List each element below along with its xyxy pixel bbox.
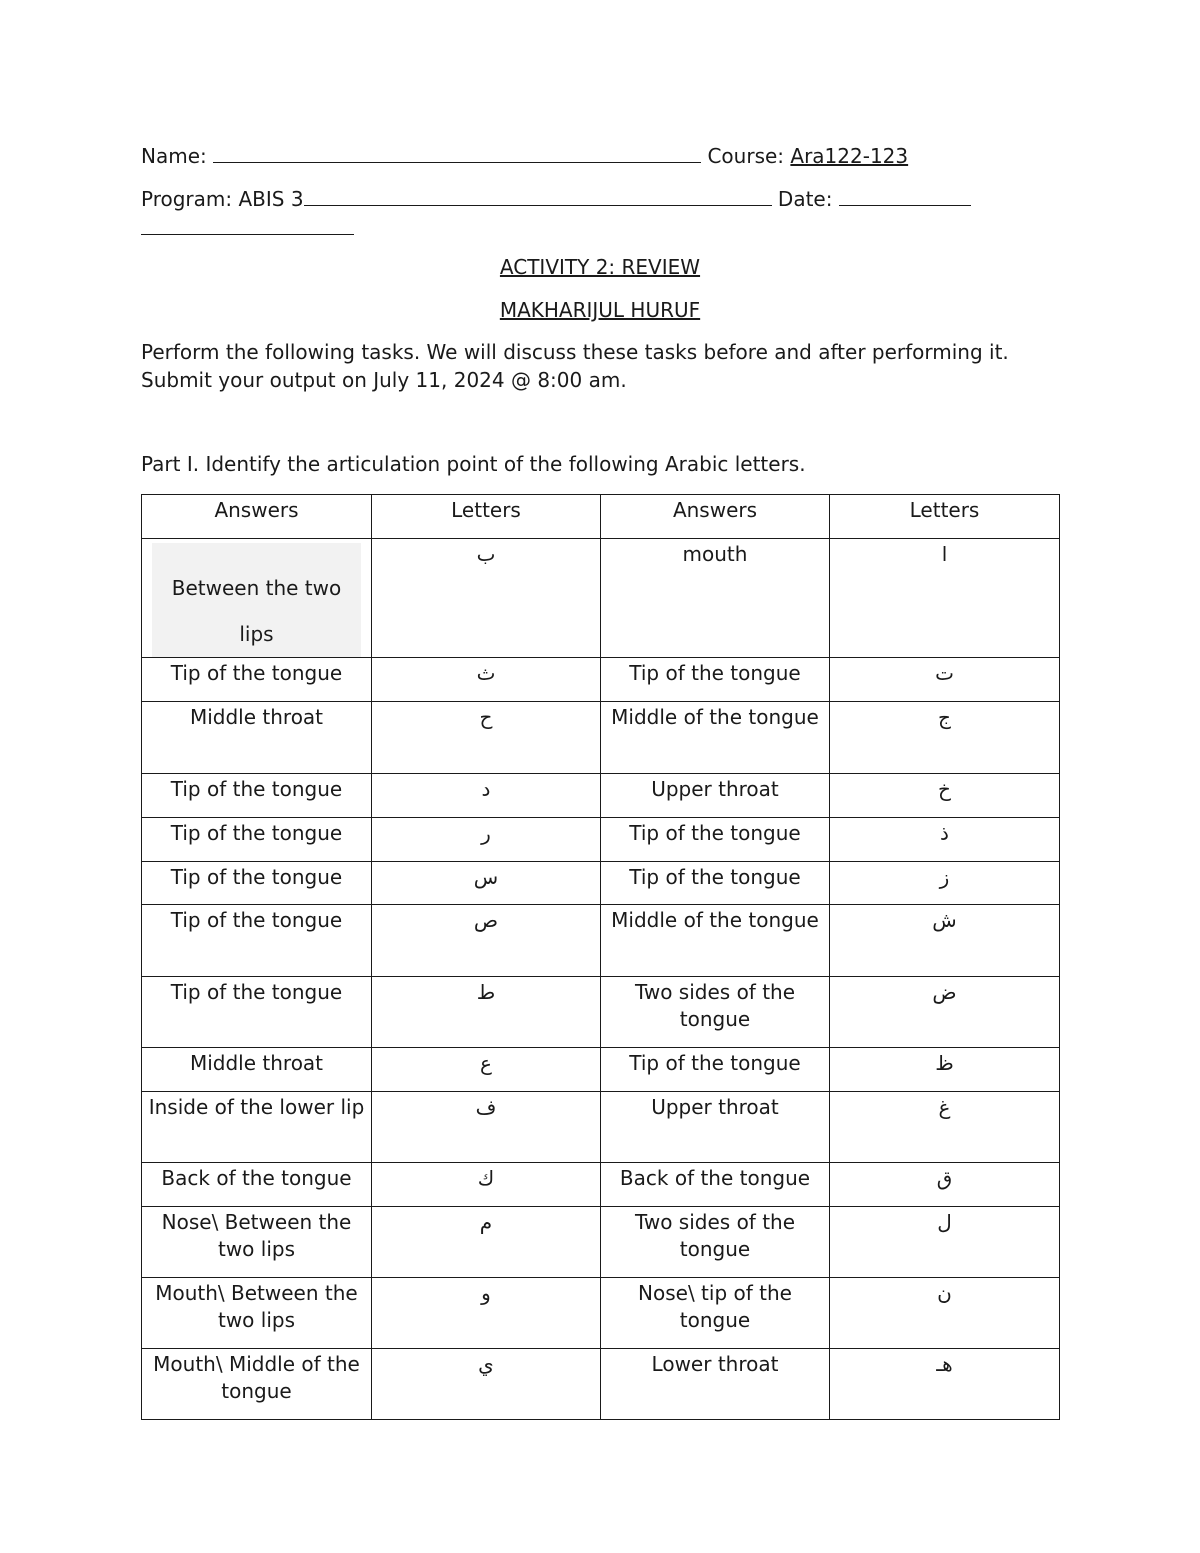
answer-cell: Middle throat [142, 702, 372, 774]
answer-cell: Tip of the tongue [601, 862, 830, 905]
table-row [142, 658, 1060, 702]
activity-subtitle: MAKHARIJUL HURUF [499, 298, 701, 322]
table-row [142, 977, 1060, 1048]
answer-cell: Tip of the tongue [142, 818, 372, 862]
letter-cell: غ [830, 1092, 1060, 1163]
answer-cell: Tip of the tongue [601, 1048, 830, 1092]
answer-cell: Lower throat [601, 1349, 830, 1420]
answer-cell: Tip of the tongue [601, 818, 830, 862]
date-blank-continued-line [141, 214, 354, 240]
letter-cell: ع [372, 1048, 601, 1092]
table-row [142, 1278, 1060, 1349]
table-row [142, 702, 1060, 774]
articulation-table [141, 494, 1060, 1420]
letter-cell: ا [830, 539, 1060, 658]
answer-cell: Tip of the tongue [142, 862, 372, 905]
answer-cell: Tip of the tongue [142, 977, 372, 1048]
letter-cell: ض [830, 977, 1060, 1048]
table-row [142, 1163, 1060, 1207]
answer-cell: Middle throat [142, 1048, 372, 1092]
answer-cell: mouth [601, 539, 830, 658]
table-row [142, 905, 1060, 977]
part1-prompt: Part I. Identify the articulation point of the following Arabic letters. [141, 452, 806, 476]
letter-cell: هـ [830, 1349, 1060, 1420]
answer-cell: Tip of the tongue [142, 658, 372, 702]
answer-cell: Back of the tongue [142, 1163, 372, 1207]
table-row [142, 1349, 1060, 1420]
answer-cell: Tip of the tongue [601, 658, 830, 702]
answer-cell: Middle of the tongue [601, 702, 830, 774]
header-letters-1: Letters [372, 495, 601, 539]
answer-cell [142, 539, 372, 658]
table-row [142, 1048, 1060, 1092]
date-blank[interactable] [839, 185, 971, 206]
answer-cell: Inside of the lower lip [142, 1092, 372, 1163]
letter-cell: ف [372, 1092, 601, 1163]
answer-cell: Tip of the tongue [142, 905, 372, 977]
letter-cell: م [372, 1207, 601, 1278]
letter-cell: ك [372, 1163, 601, 1207]
table-row [142, 818, 1060, 862]
letter-cell: ح [372, 702, 601, 774]
course-label: Course: [707, 144, 785, 168]
name-blank[interactable] [213, 142, 701, 163]
letter-cell: ر [372, 818, 601, 862]
letter-cell: ق [830, 1163, 1060, 1207]
letter-cell: و [372, 1278, 601, 1349]
table-row [142, 1092, 1060, 1163]
program-blank[interactable] [304, 185, 772, 206]
answer-cell: Mouth\ Middle of the tongue [142, 1349, 372, 1420]
letter-cell: ظ [830, 1048, 1060, 1092]
answer-cell: Two sides of the tongue [601, 977, 830, 1048]
name-label: Name: [141, 144, 207, 168]
date-label: Date: [777, 187, 833, 211]
table-row [142, 1207, 1060, 1278]
table-row [142, 774, 1060, 818]
answer-cell: Nose\ tip of the tongue [601, 1278, 830, 1349]
letter-cell: ج [830, 702, 1060, 774]
letter-cell: ي [372, 1349, 601, 1420]
answer-cell: Nose\ Between the two lips [142, 1207, 372, 1278]
name-course-line [141, 142, 908, 168]
table-row [142, 539, 1060, 658]
activity-title: ACTIVITY 2: REVIEW [499, 255, 701, 279]
letter-cell: ث [372, 658, 601, 702]
letter-cell: ل [830, 1207, 1060, 1278]
date-blank-continued[interactable] [141, 214, 354, 235]
letter-cell: ط [372, 977, 601, 1048]
header-letters-2: Letters [830, 495, 1060, 539]
answer-cell: Upper throat [601, 774, 830, 818]
letter-cell: ص [372, 905, 601, 977]
table-header-row [142, 495, 1060, 539]
program-date-line [141, 185, 971, 211]
letter-cell: خ [830, 774, 1060, 818]
letter-cell: س [372, 862, 601, 905]
letter-cell: ز [830, 862, 1060, 905]
course-value: Ara122-123 [790, 144, 909, 168]
answer-cell: Tip of the tongue [142, 774, 372, 818]
answer-cell: Two sides of the tongue [601, 1207, 830, 1278]
answer-text-highlighted: Between the two lips [152, 543, 361, 657]
answer-cell: Back of the tongue [601, 1163, 830, 1207]
answer-cell: Mouth\ Between the two lips [142, 1278, 372, 1349]
program-label: Program: ABIS 3 [141, 187, 304, 211]
letter-cell: ن [830, 1278, 1060, 1349]
header-answers-1: Answers [142, 495, 372, 539]
header-answers-2: Answers [601, 495, 830, 539]
table-row [142, 862, 1060, 905]
answer-cell: Middle of the tongue [601, 905, 830, 977]
letter-cell: ذ [830, 818, 1060, 862]
letter-cell: ش [830, 905, 1060, 977]
answer-cell: Upper throat [601, 1092, 830, 1163]
instructions-paragraph: Perform the following tasks. We will discuss these tasks before and after performing it. Submit your output on July 11, 2024 @ 8:00 am. [141, 340, 1009, 392]
letter-cell: ب [372, 539, 601, 658]
letter-cell: ت [830, 658, 1060, 702]
letter-cell: د [372, 774, 601, 818]
